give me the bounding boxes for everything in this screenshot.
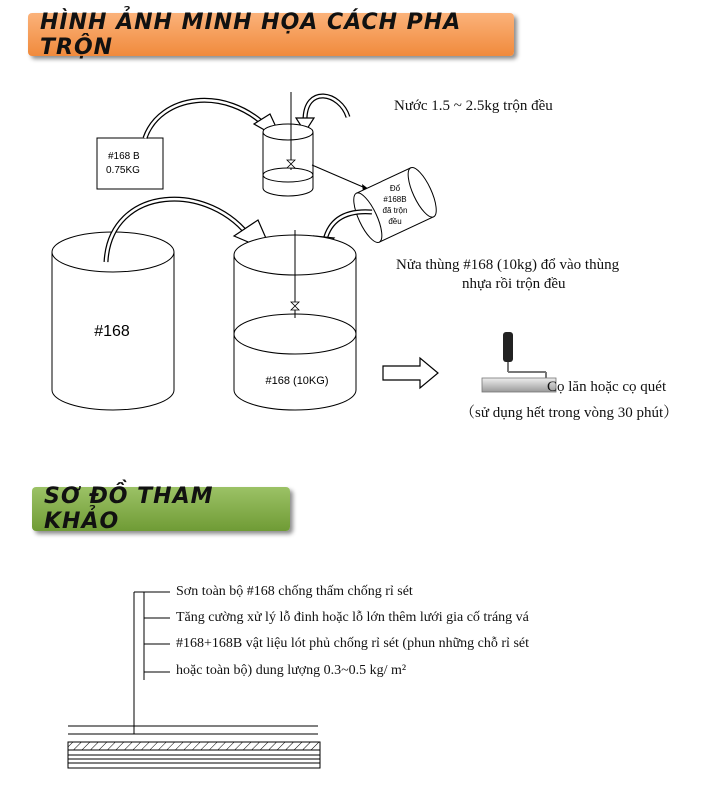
- block-arrow-right: [383, 358, 438, 388]
- reference-section-title-text: SƠ ĐỒ THAM KHẢO: [44, 484, 214, 534]
- pour-label-line4: đều: [388, 217, 402, 226]
- paint-roller-icon: [482, 332, 556, 392]
- transfer-line: [312, 165, 370, 190]
- layer-label-1: Sơn toàn bộ #168 chống thấm chống rỉ sét: [176, 584, 413, 599]
- hardener-box-line1: #168 B: [108, 151, 140, 162]
- water-note: Nước 1.5 ~ 2.5kg trộn đều: [394, 98, 553, 114]
- big-bucket-label: #168: [94, 323, 130, 340]
- hardener-box-line2: 0.75KG: [106, 165, 140, 176]
- layer-label-3: #168+168B vật liệu lót phủ chống rỉ sét (phun những chỗ rỉ sét: [176, 636, 529, 651]
- apply-note-line2: （sử dụng hết trong vòng 30 phút）: [460, 405, 679, 421]
- half-bucket-note-line2: nhựa rồi trộn đều: [462, 276, 566, 292]
- hardener-box: [97, 138, 163, 189]
- mixing-section-title-text: HÌNH ẢNH MINH HỌA CÁCH PHA TRỘN: [40, 9, 462, 60]
- pour-label-line3: đã trộn: [382, 206, 408, 215]
- layer-label-2: Tăng cường xử lý lỗ đinh hoặc lỗ lớn thêm lưới gia cố tráng vá: [176, 610, 529, 625]
- pour-label-line1: Đổ: [389, 184, 401, 193]
- mix-bucket-label: #168 (10KG): [265, 375, 329, 387]
- arrow-hardener-to-cup: [145, 100, 282, 140]
- pouring-cup: [348, 164, 442, 246]
- pour-label-line2: #168B: [383, 195, 407, 204]
- apply-note-line1: Cọ lăn hoặc cọ quét: [547, 379, 667, 395]
- big-bucket: [52, 232, 174, 410]
- layer-label-4: hoặc toàn bộ) dung lượng 0.3~0.5 kg/ m²: [176, 663, 407, 678]
- half-bucket-note-line1: Nửa thùng #168 (10kg) đổ vào thùng: [396, 257, 620, 273]
